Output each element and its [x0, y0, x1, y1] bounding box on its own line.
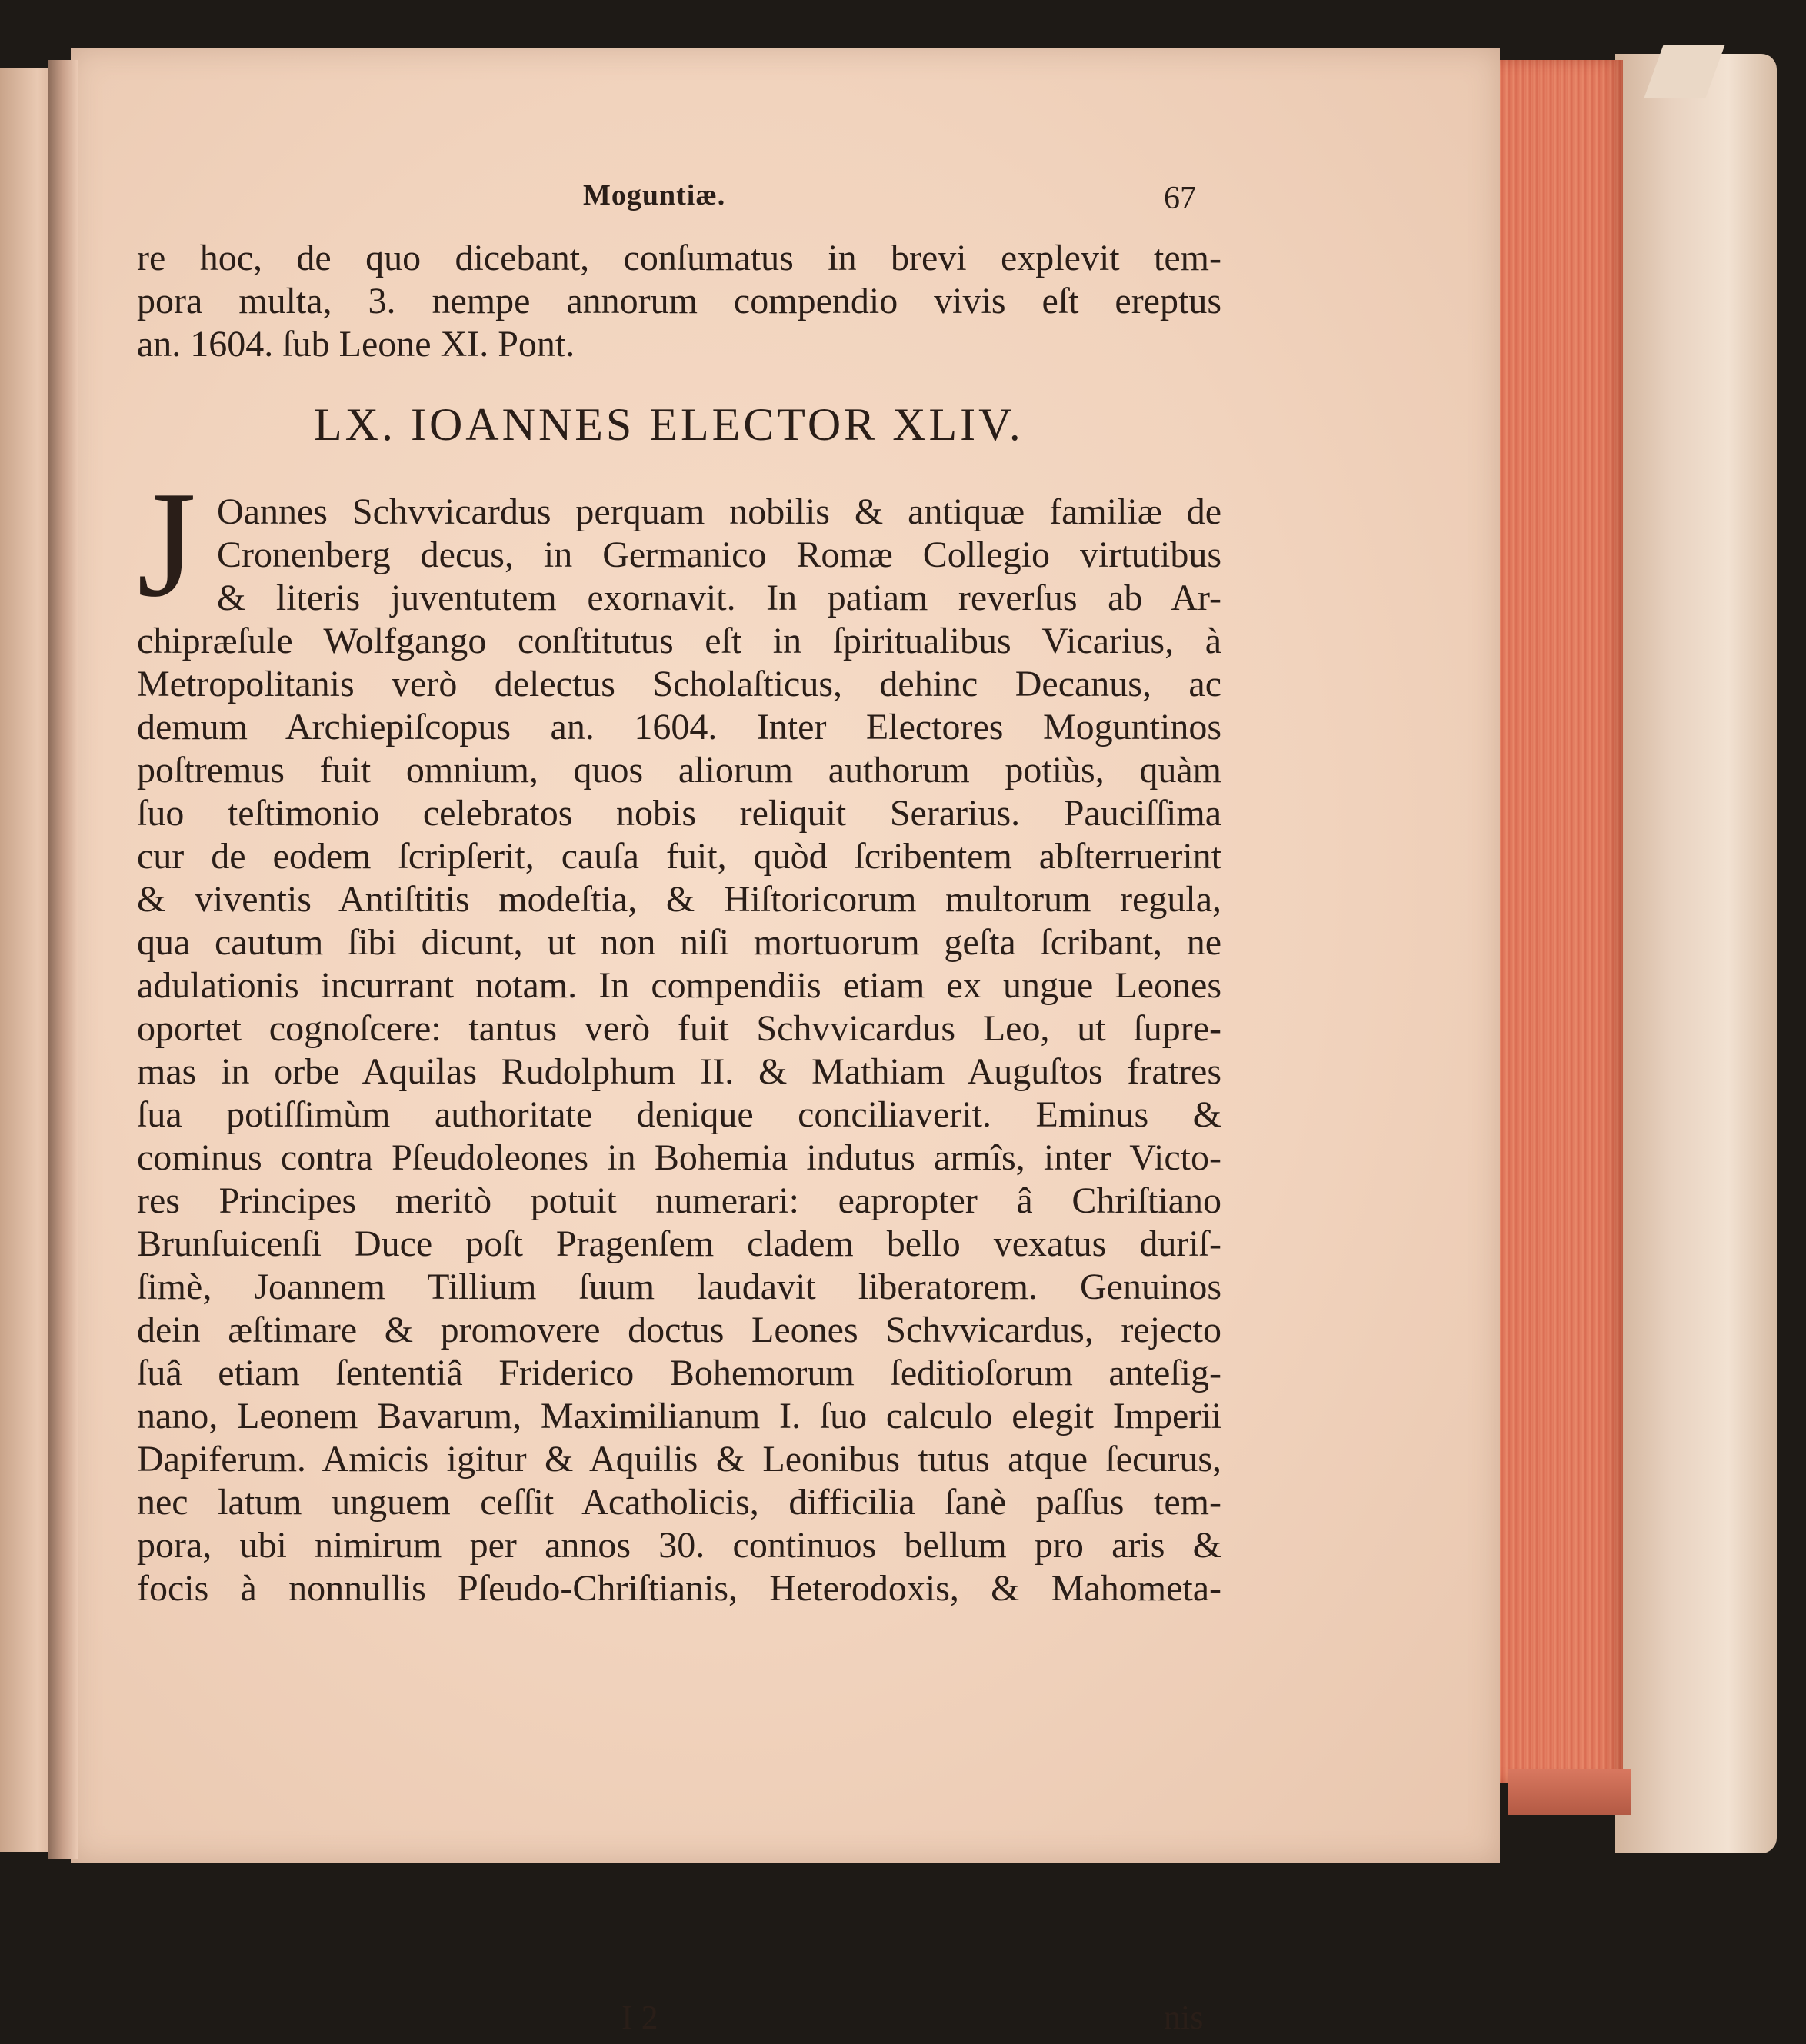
text-line: cur de eodem ſcripſerit, cauſa fuit, quòd ſcribentem abſterruerint [137, 836, 1221, 877]
section-heading: LX. IOANNES ELECTOR XLIV. [314, 399, 1024, 450]
text-line: Oannes Schvvicardus perquam nobilis & antiquæ familiæ de [217, 491, 1221, 532]
text-line: ſuâ etiam ſententiâ Friderico Bohemorum ſeditioſorum anteſig- [137, 1353, 1221, 1393]
text-line: ſimè, Joannem Tillium ſuum laudavit liberatorem. Genuinos [137, 1267, 1221, 1307]
text-line: oportet cognoſcere: tantus verò fuit Schvvicardus Leo, ut ſupre- [137, 1008, 1221, 1049]
signature-mark: I 2 [621, 1999, 658, 2036]
text-line: & viventis Antiſtitis modeſtia, & Hiſtoricorum multorum regula, [137, 879, 1221, 920]
text-line: pora multa, 3. nempe annorum compendio vivis eſt ereptus [137, 281, 1221, 321]
text-line: pora, ubi nimirum per annos 30. continuos bellum pro aris & [137, 1525, 1221, 1566]
text-line: & literis juventutem exornavit. In patiam reverſus ab Ar- [217, 578, 1221, 618]
text-line: cominus contra Pſeudoleones in Bohemia indutus armîs, inter Victo- [137, 1137, 1221, 1178]
text-line: poſtremus fuit omnium, quos aliorum authorum potiùs, quàm [137, 750, 1221, 791]
text-line: Brunſuicenſi Duce poſt Pragenſem cladem bello vexatus duriſ- [137, 1223, 1221, 1264]
binding-board [1615, 54, 1777, 1853]
text-line: Dapiferum. Amicis igitur & Aquilis & Leonibus tutus atque ſecurus, [137, 1439, 1221, 1480]
gutter-shadow [48, 60, 78, 1859]
text-line: res Principes meritò potuit numerari: eapropter â Chriſtiano [137, 1180, 1221, 1221]
text-line: qua cautum ſibi dicunt, ut non niſi mortuorum geſta ſcribant, ne [137, 922, 1221, 963]
text-line: ſuo teſtimonio celebratos nobis reliquit Serarius. Pauciſſima [137, 793, 1221, 834]
running-head: Moguntiæ. [583, 179, 726, 211]
text-line: nano, Leonem Bavarum, Maximilianum I. ſuo calculo elegit Imperii [137, 1396, 1221, 1436]
catchword: nis [1164, 1999, 1204, 2036]
text-line: dein æſtimare & promovere doctus Leones Schvvicardus, rejecto [137, 1310, 1221, 1350]
page-number: 67 [1164, 181, 1196, 216]
text-line: chipræſule Wolfgango conſtitutus eſt in ſpiritualibus Vicarius, à [137, 621, 1221, 661]
page-footer [137, 1998, 1221, 2044]
text-line: ſua potiſſimùm authoritate denique conciliaverit. Eminus & [137, 1094, 1221, 1135]
text-line: demum Archiepiſcopus an. 1604. Inter Electores Moguntinos [137, 707, 1221, 747]
page-header [137, 175, 1221, 229]
text-line: focis à nonnullis Pſeudo-Chriſtianis, Heterodoxis, & Mahometa- [137, 1568, 1221, 1609]
text-line: nec latum unguem ceſſit Acatholicis, difficilia ſanè paſſus tem- [137, 1482, 1221, 1523]
text-line: an. 1604. ſub Leone XI. Pont. [137, 324, 575, 365]
facing-page-edge [0, 68, 54, 1852]
drop-cap: J [137, 460, 197, 628]
text-line: mas in orbe Aquilas Rudolphum II. & Mathiam Auguſtos fratres [137, 1051, 1221, 1092]
text-line: Metropolitanis verò delectus Scholaſticus, dehinc Decanus, ac [137, 664, 1221, 704]
text-line: adulationis incurrant notam. In compendiis etiam ex ungue Leones [137, 965, 1221, 1006]
text-line: Cronenberg decus, in Germanico Romæ Collegio virtutibus [217, 534, 1221, 575]
page-block-bottom [1508, 1769, 1631, 1815]
text-line: re hoc, de quo dicebant, conſumatus in brevi explevit tem- [137, 238, 1221, 278]
